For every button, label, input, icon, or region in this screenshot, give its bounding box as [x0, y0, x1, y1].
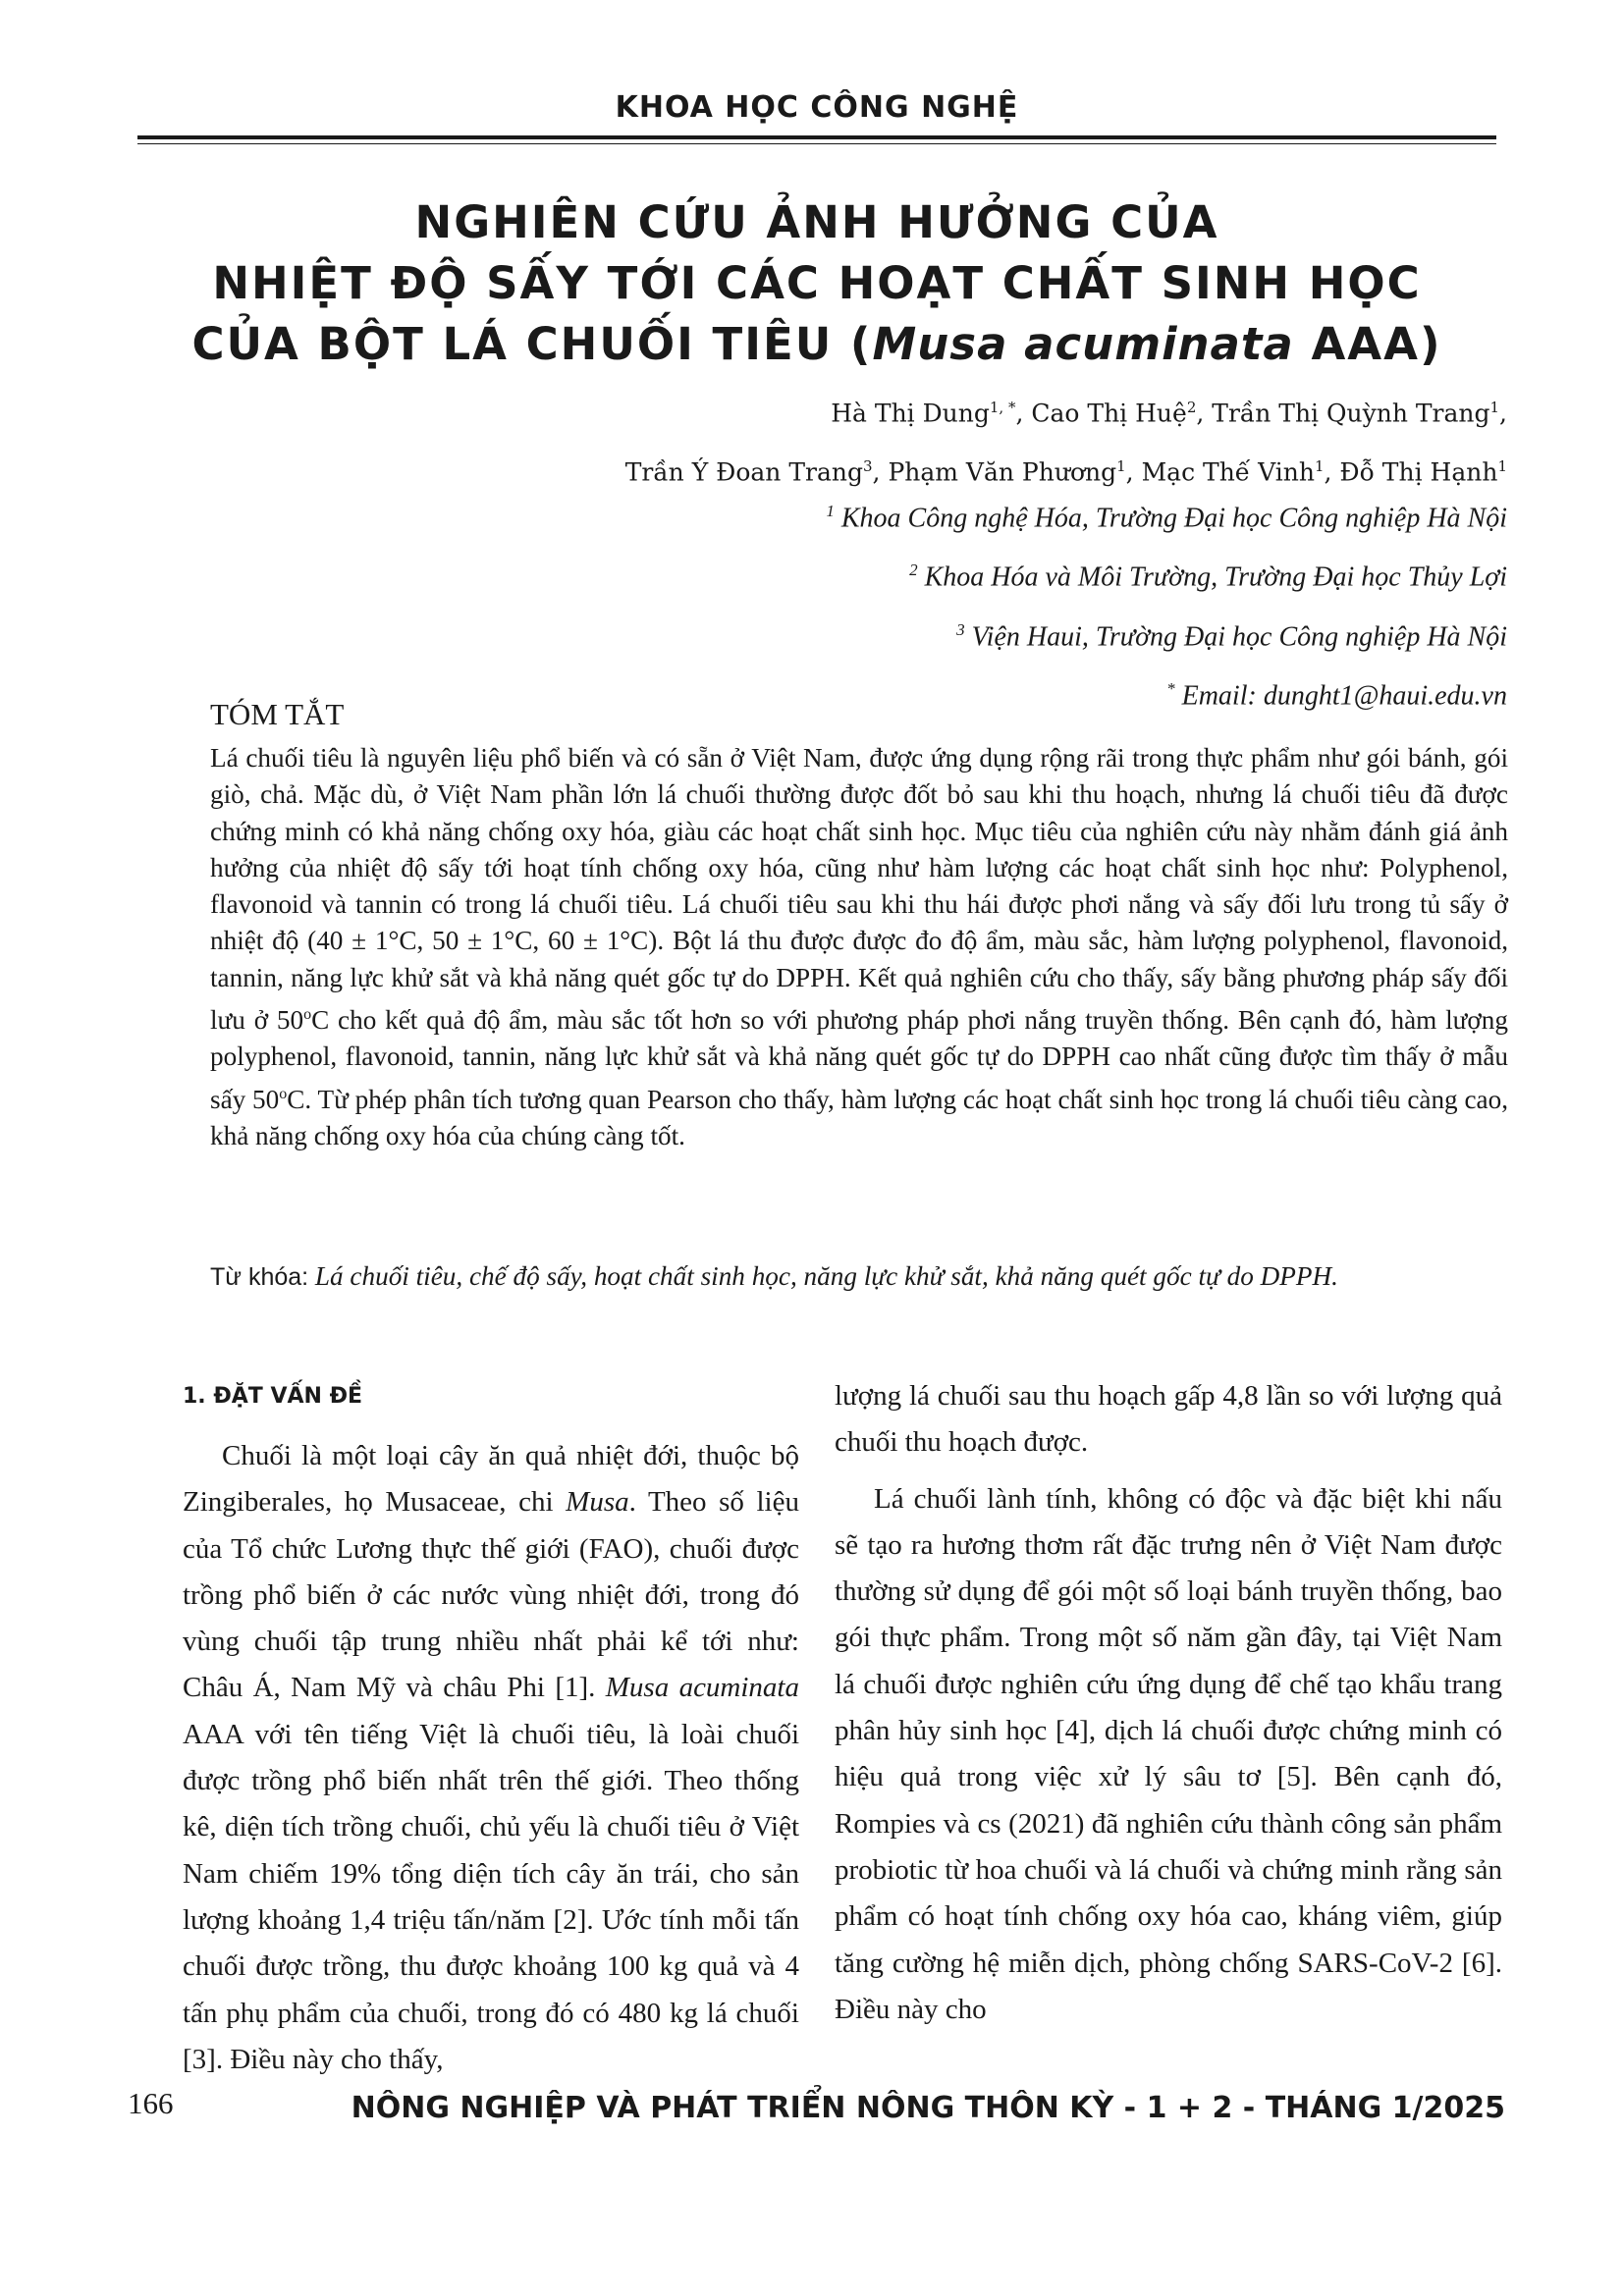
keywords-text: Lá chuối tiêu, chế độ sấy, hoạt chất sinh học, năng lực khử sắt, khả năng quét gốc tự do DPPH. — [308, 1261, 1338, 1291]
author-name: Cao Thị Huệ — [1031, 399, 1187, 428]
author-affil-mark: 1 — [1497, 457, 1507, 476]
affiliation-item — [231, 485, 1507, 544]
body-paragraph: Lá chuối lành tính, không có độc và đặc biệt khi nấu sẽ tạo ra hương thơm rất đặc trưng nên ở Việt Nam được thường sử dụng để gói một số loại bánh truyền thống, bao gói thực phẩm. Trong một số năm gần đây, tại Việt Nam lá chuối được nghiên cứu ứng dụng để chế tạo khẩu trang phân hủy sinh học [4], dịch lá chuối được chứng minh có hiệu quả trong việc xử lý sâu tơ [5]. Bên cạnh đó, Rompies và cs (2021) đã nghiên cứu thành công sản phẩm probiotic từ hoa chuối và lá chuối và chứng minh rằng sản phẩm có hoạt tính chống oxy hóa cao, kháng viêm, giúp tăng cường hệ miễn dịch, phòng chống SARS-CoV-2 [6]. Điều này cho — [835, 1482, 1502, 2025]
body-paragraph — [183, 1433, 799, 2083]
genus-name: Musa — [566, 1486, 629, 1519]
affiliation-mark: * — [1166, 678, 1175, 698]
header-rule-thin — [137, 143, 1496, 144]
abstract-body — [210, 740, 1508, 1154]
paragraph-gap — [835, 1467, 1502, 1476]
paragraph-text: AAA với tên tiếng Việt là chuối tiêu, là loài chuối được trồng phổ biến nhất trên thế giới. Theo thống kê, diện tích trồng chuối, chủ yếu là chuối tiêu ở Việt Nam chiếm 19% tổng diện tích cây ăn trái, cho sản lượng khoảng 1,4 triệu tấn/năm [2]. Ước tính mỗi tấn chuối được trồng, thu được khoảng 100 kg quả và 4 tấn phụ phẩm của chuối, trong đó có 480 kg lá chuối [3]. Điều này cho thấy, — [183, 1718, 799, 2075]
keywords — [210, 1258, 1508, 1296]
author-affil-mark: 1 — [1489, 399, 1500, 416]
page-number: 166 — [128, 2086, 174, 2120]
author-affil-mark: 3 — [862, 457, 873, 476]
paragraph-text: . Theo số liệu của Tổ chức Lương thực thế giới (FAO), chuối được trồng phổ biến ở các nước vùng nhiệt đới, trong đó vùng chuối tập trung nhiều nhất phải kể tới như: Châu Á, Nam Mỹ và châu Phi [1]. — [183, 1486, 799, 1704]
title-line-1: NGHIÊN CỨU ẢNH HƯỞNG CỦA — [414, 196, 1219, 248]
species-name: Musa acuminata — [605, 1672, 799, 1704]
email-text: Email: dunght1@haui.edu.vn — [1181, 680, 1507, 712]
title-species: Musa acuminata — [872, 318, 1294, 370]
affiliation-item — [231, 604, 1507, 663]
author-name: Hà Thị Dung — [831, 399, 990, 428]
degree-mark: o — [279, 1085, 288, 1102]
title-line-3-suffix: AAA) — [1293, 318, 1442, 370]
article-title — [137, 192, 1496, 375]
title-line-3-prefix: CỦA BỘT LÁ CHUỐI TIÊU ( — [191, 318, 873, 370]
affiliation-mark: 2 — [909, 561, 918, 580]
keywords-label: Từ khóa: — [210, 1263, 309, 1291]
journal-footer: NÔNG NGHIỆP VÀ PHÁT TRIỂN NÔNG THÔN KỲ - 1 + 2 - THÁNG 1/2025 — [351, 2091, 1505, 2125]
author-line-2: Trần Ý Đoan Trang$^3$, Phạm Văn Phương$^1$, Mạc Thế Vinh$^1$, Đỗ Thị Hạnh$^1$ — [624, 457, 1507, 487]
running-head: KHOA HỌC CÔNG NGHỆ — [615, 90, 1019, 125]
degree-mark: o — [303, 1006, 312, 1024]
body-column-right — [835, 1373, 1502, 2033]
title-line-3 — [137, 314, 1496, 375]
author-list — [231, 381, 1507, 500]
affiliation-text: Khoa Công nghệ Hóa, Trường Đại học Công nghiệp Hà Nội — [840, 503, 1507, 534]
author-affil-mark: 1 — [1314, 457, 1325, 476]
abstract-text-1: Lá chuối tiêu là nguyên liệu phổ biến và có sẵn ở Việt Nam, được ứng dụng rộng rãi trong thực phẩm như gói bánh, gói giò, chả. Mặc dù, ở Việt Nam phần lớn lá chuối thường được đốt bỏ sau khi thu hoạch, nhưng lá chuối tiêu đã được chứng minh có khả năng chống oxy hóa, giàu các hoạt chất sinh học. Mục tiêu của nghiên cứu này nhằm đánh giá ảnh hưởng của nhiệt độ sấy tới hoạt tính chống oxy hóa, cũng như hàm lượng các hoạt chất sinh học như: Polyphenol, flavonoid và tannin có trong lá chuối tiêu. Lá chuối tiêu sau khi thu hái được phơi nắng và sấy đối lưu trong tủ sấy ở nhiệt độ (40 ± 1°C, 50 ± 1°C, 60 ± 1°C). Bột lá thu được được đo độ ẩm, màu sắc, hàm lượng polyphenol, flavonoid, tannin, năng lực khử sắt và khả năng quét gốc tự do DPPH. Kết quả nghiên cứu cho thấy, sấy bằng phương pháp sấy đối lưu ở 50 — [210, 743, 1508, 1036]
author-name: Trần Thị Quỳnh Trang — [1212, 399, 1490, 428]
section-heading: 1. ĐẶT VẤN ĐỀ — [183, 1384, 363, 1409]
paragraph-text: Chuối là một loại cây ăn quả nhiệt đới, thuộc bộ Zingiberales, họ Musaceae, chi — [183, 1440, 799, 1519]
author-affil-mark: 1, * — [989, 399, 1016, 416]
title-line-2: NHIỆT ĐỘ SẤY TỚI CÁC HOẠT CHẤT SINH HỌC — [212, 257, 1422, 309]
author-name: Phạm Văn Phương — [888, 457, 1117, 487]
affiliation-list — [231, 485, 1507, 721]
header-rule — [137, 135, 1496, 139]
affiliation-text: Viện Haui, Trường Đại học Công nghiệp Hà Nội — [971, 620, 1507, 652]
body-paragraph-continued: lượng lá chuối sau thu hoạch gấp 4,8 lần so với lượng quả chuối thu hoạch được. — [835, 1380, 1502, 1459]
author-affil-mark: 2 — [1186, 399, 1197, 416]
abstract-heading: TÓM TẮT — [210, 697, 345, 731]
author-affil-mark: 1 — [1116, 457, 1126, 476]
abstract-text-2: C cho kết quả độ ẩm, màu sắc tốt hơn so với phương pháp phơi nắng truyền thống. Bên cạnh đó, hàm lượng polyphenol, flavonoid, tannin, năng lực khử sắt và khả năng quét gốc tự do DPPH cao nhất cũng được tìm thấy ở mẫu sấy 50 — [210, 1005, 1508, 1114]
corresponding-email — [231, 663, 1507, 721]
author-name: Mạc Thế Vinh — [1141, 457, 1315, 487]
author-name: Đỗ Thị Hạnh — [1339, 457, 1498, 487]
abstract-text-3: C. Từ phép phân tích tương quan Pearson cho thấy, hàm lượng các hoạt chất sinh học trong lá chuối tiêu càng cao, khả năng chống oxy hóa của chúng càng tốt. — [210, 1084, 1508, 1151]
author-name: Trần Ý Đoan Trang — [624, 457, 863, 487]
affiliation-text: Khoa Hóa và Môi Trường, Trường Đại học Thủy Lợi — [924, 561, 1507, 593]
affiliation-mark: 1 — [826, 502, 835, 520]
affiliation-mark: 3 — [956, 619, 965, 639]
body-column-left — [183, 1382, 799, 2083]
affiliation-item — [231, 544, 1507, 603]
author-line-1: Hà Thị Dung$^{1, *}$, Cao Thị Huệ$^2$, Trần Thị Quỳnh Trang$^1$, — [831, 399, 1507, 428]
